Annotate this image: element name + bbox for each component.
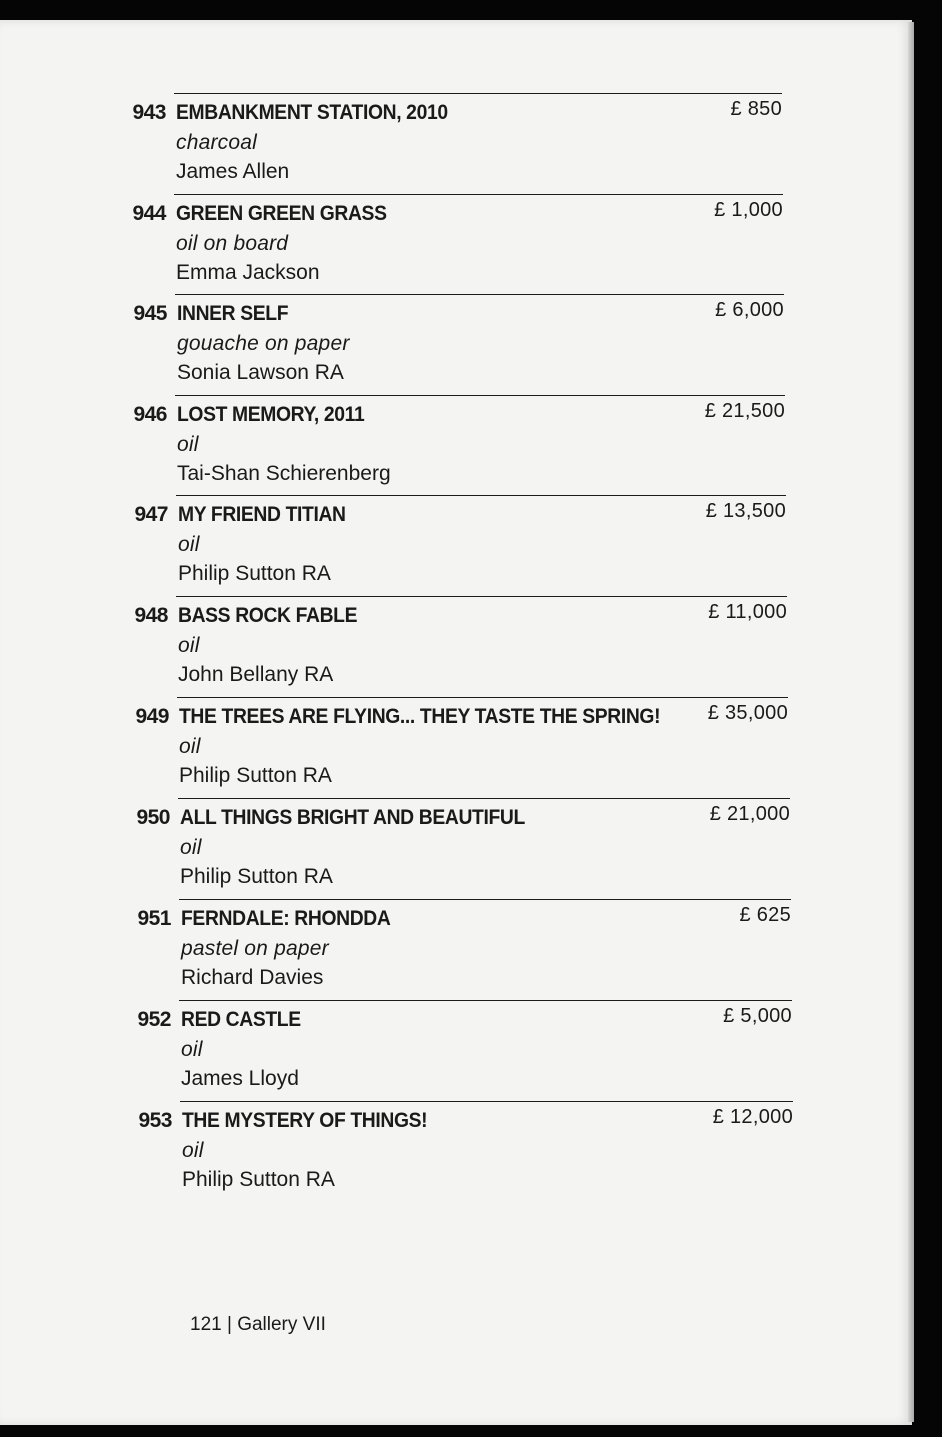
entry-medium: oil	[182, 1139, 204, 1162]
catalogue-entry	[126, 495, 786, 595]
catalogue-entry	[129, 899, 791, 999]
entry-divider	[174, 93, 782, 94]
entry-medium: gouache on paper	[177, 332, 350, 355]
entry-artist: Tai-Shan Schierenberg	[177, 462, 391, 485]
entry-divider	[180, 1101, 793, 1102]
entry-medium: oil	[178, 533, 200, 556]
entry-number: 944	[132, 202, 166, 225]
entry-title: MY FRIEND TITIAN	[178, 503, 346, 526]
entry-medium: oil	[177, 433, 199, 456]
catalogue-entry	[125, 294, 784, 394]
entry-title: GREEN GREEN GRASS	[176, 202, 387, 225]
entry-divider	[178, 798, 790, 799]
entry-medium: oil on board	[176, 232, 289, 255]
entry-title: THE TREES ARE FLYING... THEY TASTE THE SPRING!	[179, 705, 661, 728]
entry-divider	[175, 294, 784, 295]
catalogue-entry	[128, 798, 790, 898]
entry-price: £ 35,000	[707, 702, 788, 724]
entry-artist: Emma Jackson	[176, 261, 320, 284]
entry-medium: oil	[180, 836, 202, 859]
entry-medium: charcoal	[176, 131, 257, 154]
entry-number: 945	[133, 302, 167, 325]
catalogue-entry	[124, 194, 783, 294]
entry-title: LOST MEMORY, 2011	[177, 403, 365, 426]
entry-price: £ 850	[730, 98, 782, 120]
entry-price: £ 625	[739, 904, 791, 926]
entry-artist: John Bellany RA	[178, 663, 334, 686]
entry-medium: oil	[179, 735, 201, 758]
entry-price: £ 12,000	[712, 1106, 793, 1128]
entry-divider	[177, 697, 788, 698]
catalogue-entry	[125, 395, 785, 495]
entry-artist: Philip Sutton RA	[179, 764, 332, 787]
entry-title: ALL THINGS BRIGHT AND BEAUTIFUL	[180, 806, 525, 829]
entry-artist: Sonia Lawson RA	[177, 361, 344, 384]
entry-divider	[175, 395, 785, 396]
entry-artist: Philip Sutton RA	[178, 562, 331, 585]
entry-divider	[176, 596, 787, 597]
entry-price: £ 1,000	[714, 199, 783, 221]
entry-medium: oil	[181, 1038, 203, 1061]
entry-divider	[179, 1000, 792, 1001]
entry-artist: James Allen	[176, 160, 290, 183]
entry-number: 953	[138, 1109, 172, 1132]
footer-separator: |	[226, 1314, 232, 1335]
page-number: 121	[190, 1314, 222, 1335]
entry-number: 950	[136, 806, 170, 829]
entry-number: 948	[134, 604, 168, 627]
entry-artist: Philip Sutton RA	[180, 865, 333, 888]
page-edge	[908, 22, 914, 1422]
entry-medium: pastel on paper	[181, 937, 329, 960]
page-footer	[190, 1314, 326, 1336]
entry-title: BASS ROCK FABLE	[178, 604, 358, 627]
entry-divider	[179, 899, 791, 900]
entry-title: EMBANKMENT STATION, 2010	[176, 101, 448, 124]
entry-number: 949	[135, 705, 169, 728]
catalogue-entry	[127, 697, 788, 797]
entry-price: £ 11,000	[708, 601, 787, 623]
catalogue-entry	[124, 93, 782, 193]
entry-title: FERNDALE: RHONDDA	[181, 907, 391, 930]
entry-price: £ 13,500	[705, 500, 786, 522]
entry-number: 952	[137, 1008, 171, 1031]
entry-number: 943	[132, 101, 166, 124]
entry-title: THE MYSTERY OF THINGS!	[182, 1109, 428, 1132]
catalogue-entry	[126, 596, 787, 696]
gallery-section: Gallery VII	[237, 1314, 326, 1335]
entry-price: £ 5,000	[723, 1005, 792, 1027]
entry-title: INNER SELF	[177, 302, 289, 325]
entry-number: 951	[137, 907, 171, 930]
entry-price: £ 6,000	[715, 299, 784, 321]
entry-artist: Richard Davies	[181, 966, 324, 989]
entry-number: 946	[133, 403, 167, 426]
entry-artist: Philip Sutton RA	[182, 1168, 335, 1191]
entry-title: RED CASTLE	[181, 1008, 301, 1031]
entry-medium: oil	[178, 634, 200, 657]
entry-divider	[174, 194, 783, 195]
catalogue-entry	[130, 1101, 793, 1201]
entry-divider	[176, 495, 786, 496]
entry-number: 947	[134, 503, 168, 526]
entry-artist: James Lloyd	[181, 1067, 299, 1090]
entry-price: £ 21,500	[704, 400, 785, 422]
catalogue-entry	[129, 1000, 792, 1100]
entry-price: £ 21,000	[709, 803, 790, 825]
